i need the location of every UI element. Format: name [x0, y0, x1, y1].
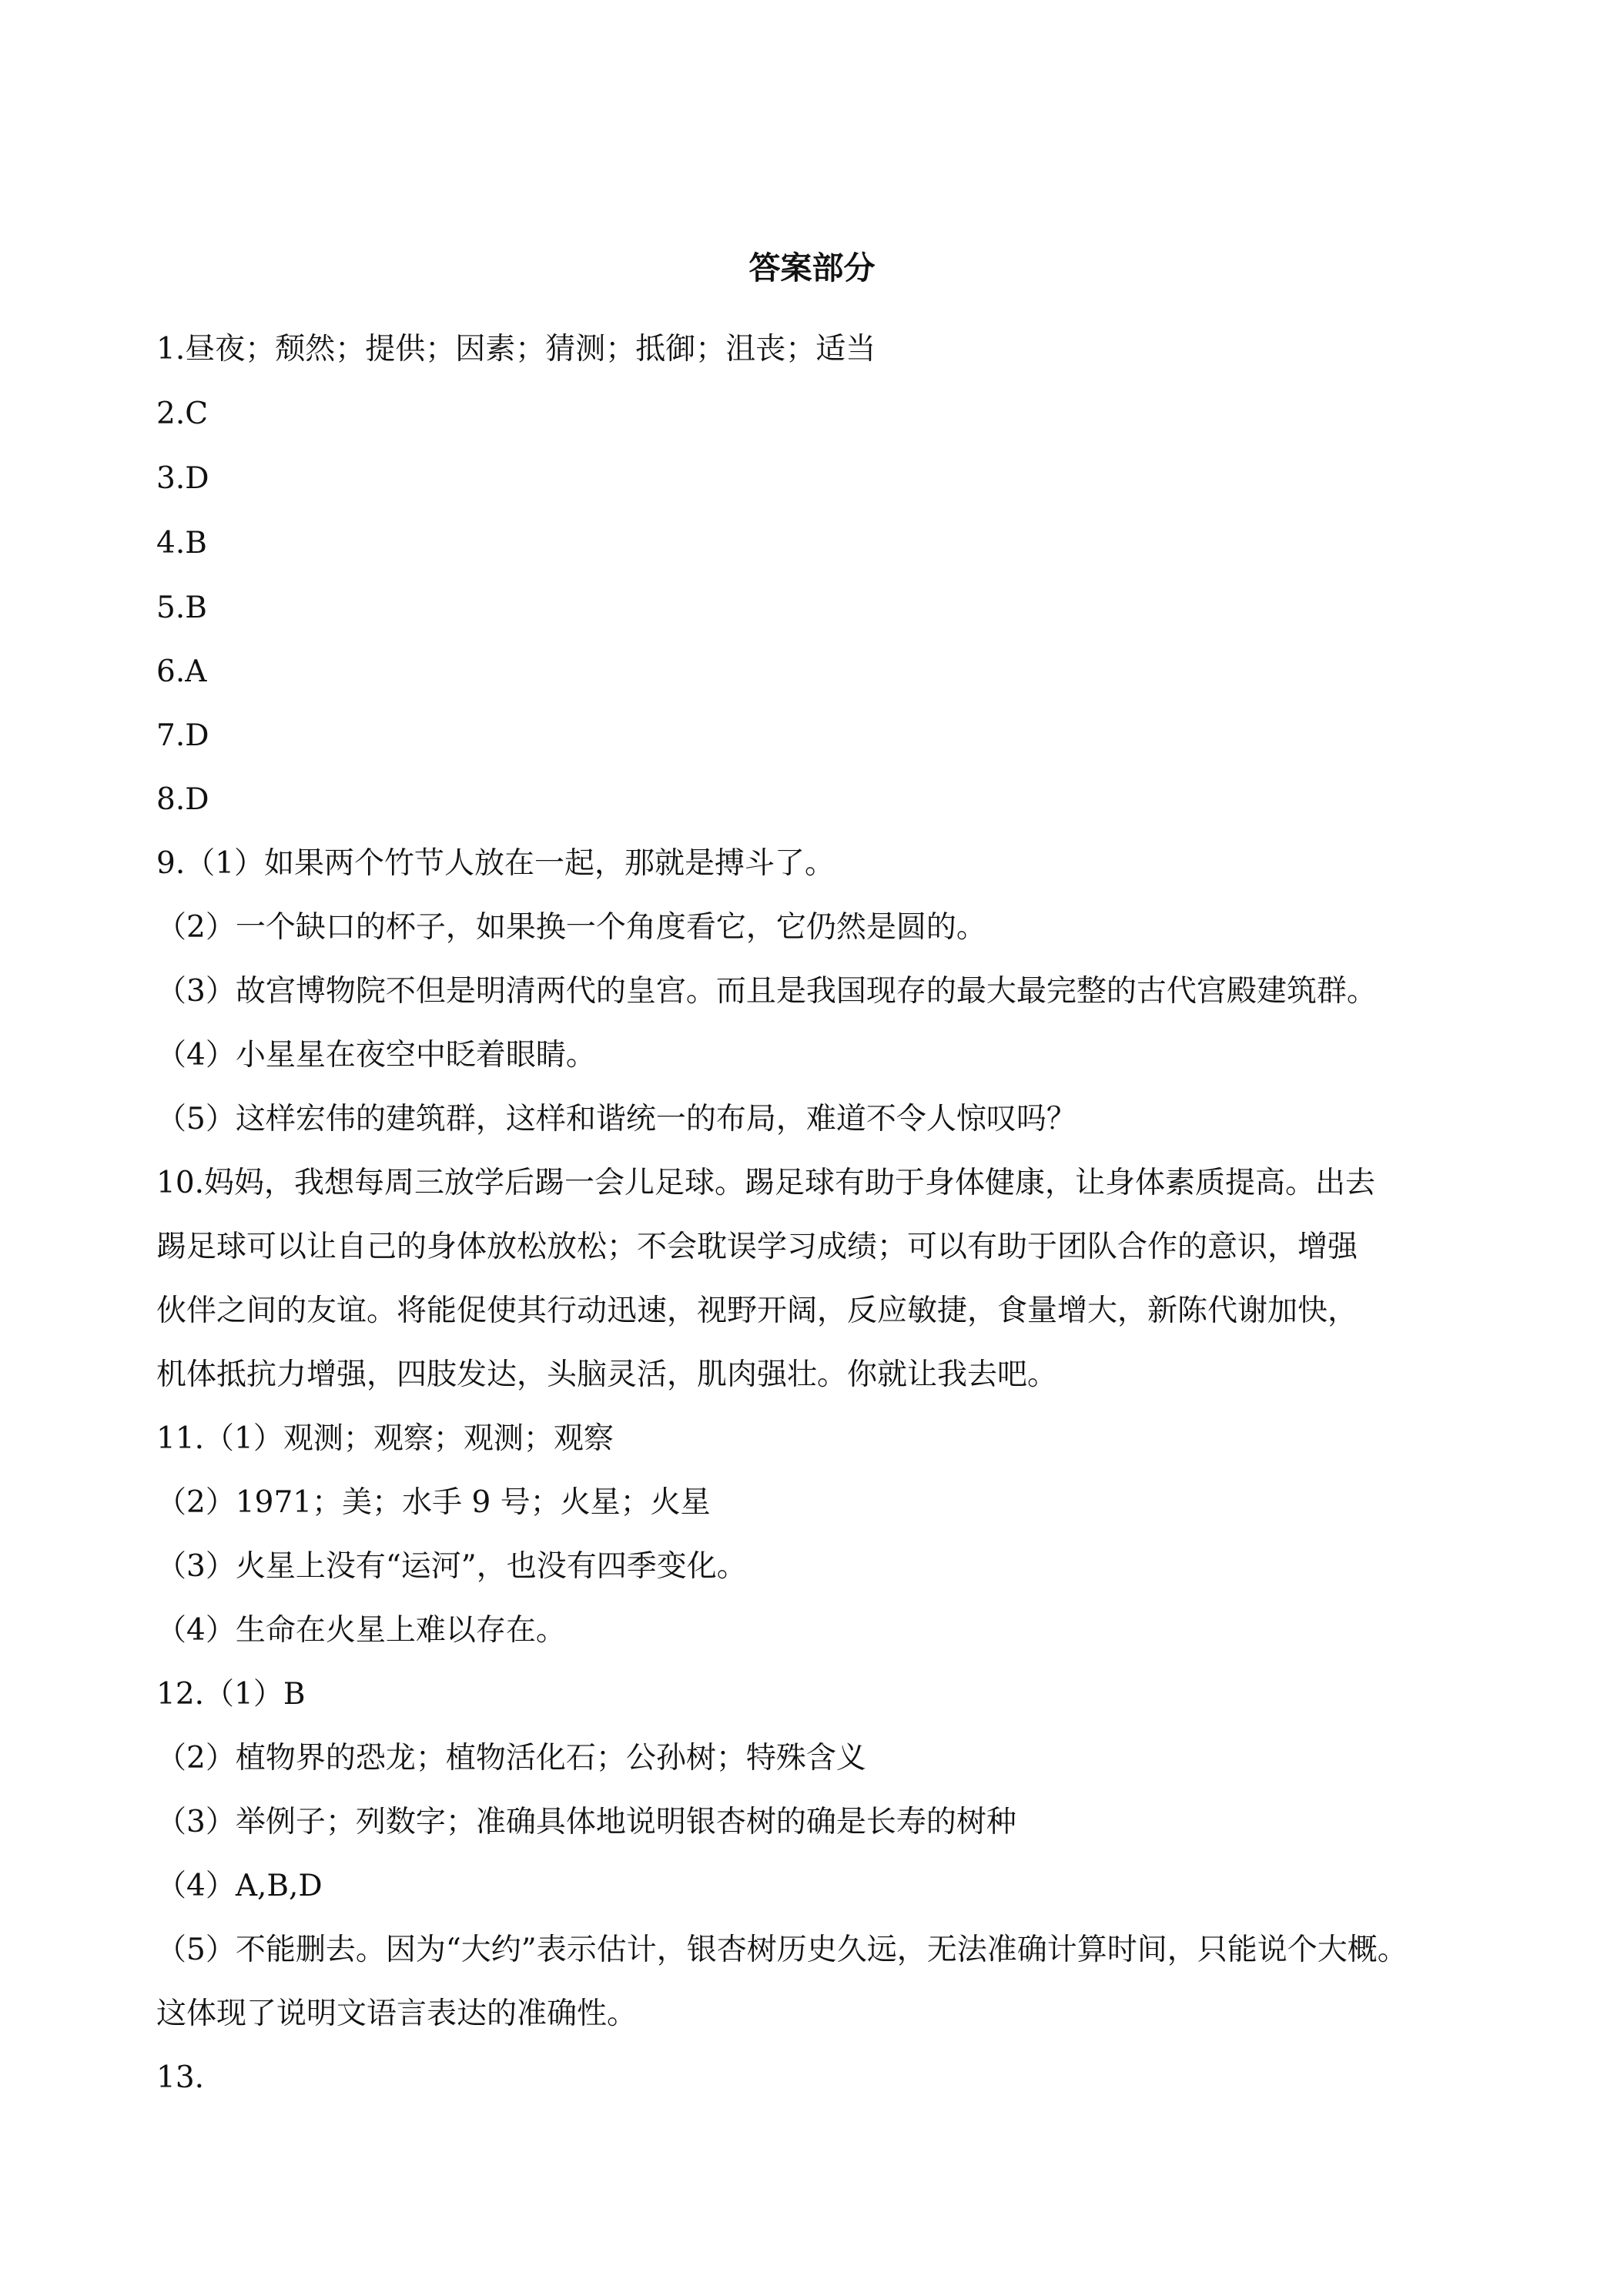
answer-line: 11.（1）观测；观察；观测；观察	[156, 1421, 614, 1456]
answer-line: 6.A	[156, 654, 207, 689]
answer-line: 13.	[156, 2060, 205, 2095]
answer-line: 2.C	[156, 397, 209, 431]
answer-line: 机体抵抗力增强，四肢发达，头脑灵活，肌肉强壮。你就让我去吧。	[156, 1357, 1058, 1392]
answer-line: （5）不能删去。因为“大约”表示估计，银杏树历史久远，无法准确计算时间，只能说个大概。	[156, 1933, 1408, 1967]
answer-line: 5.B	[156, 591, 207, 625]
answer-line: （2）植物界的恐龙；植物活化石；公孙树；特殊含义	[156, 1741, 866, 1776]
answer-line: （3）火星上没有“运河”，也没有四季变化。	[156, 1549, 747, 1584]
answer-line: （4）小星星在夜空中眨着眼睛。	[156, 1038, 596, 1073]
answer-line: 踢足球可以让自己的身体放松放松；不会耽误学习成绩；可以有助于团队合作的意识，增强	[156, 1230, 1358, 1264]
answer-line: （2）1971；美；水手 9 号；火星；火星	[156, 1485, 711, 1520]
answer-line: （4）A,B,D	[156, 1869, 323, 1903]
page-title: 答案部分	[748, 249, 876, 286]
answer-line: 8.D	[156, 782, 209, 817]
answer-line: 12.（1）B	[156, 1677, 306, 1712]
answer-line: 4.B	[156, 526, 207, 561]
answer-line: 3.D	[156, 461, 209, 496]
answer-line: （3）举例子；列数字；准确具体地说明银杏树的确是长寿的树种	[156, 1805, 1016, 1839]
answer-line: （5）这样宏伟的建筑群，这样和谐统一的布局，难道不令人惊叹吗？	[156, 1102, 1077, 1136]
answer-line: （4）生命在火星上难以存在。	[156, 1613, 566, 1648]
answer-line: （3）故宫博物院不但是明清两代的皇宫。而且是我国现存的最大最完整的古代宫殿建筑群。	[156, 974, 1377, 1009]
answer-line: （2）一个缺口的杯子，如果换一个角度看它，它仍然是圆的。	[156, 910, 986, 945]
answer-line: 9.（1）如果两个竹节人放在一起，那就是搏斗了。	[156, 846, 835, 881]
answer-line: 7.D	[156, 718, 209, 753]
answer-line: 1.昼夜；颓然；提供；因素；猜测；抵御；沮丧；适当	[156, 332, 876, 366]
answer-line: 10.妈妈，我想每周三放学后踢一会儿足球。踢足球有助于身体健康，让身体素质提高。出去	[156, 1166, 1376, 1200]
answer-line: 这体现了说明文语言表达的准确性。	[156, 1996, 638, 2031]
answer-line: 伙伴之间的友谊。将能促使其行动迅速，视野开阔，反应敏捷，食量增大，新陈代谢加快，	[156, 1294, 1358, 1328]
